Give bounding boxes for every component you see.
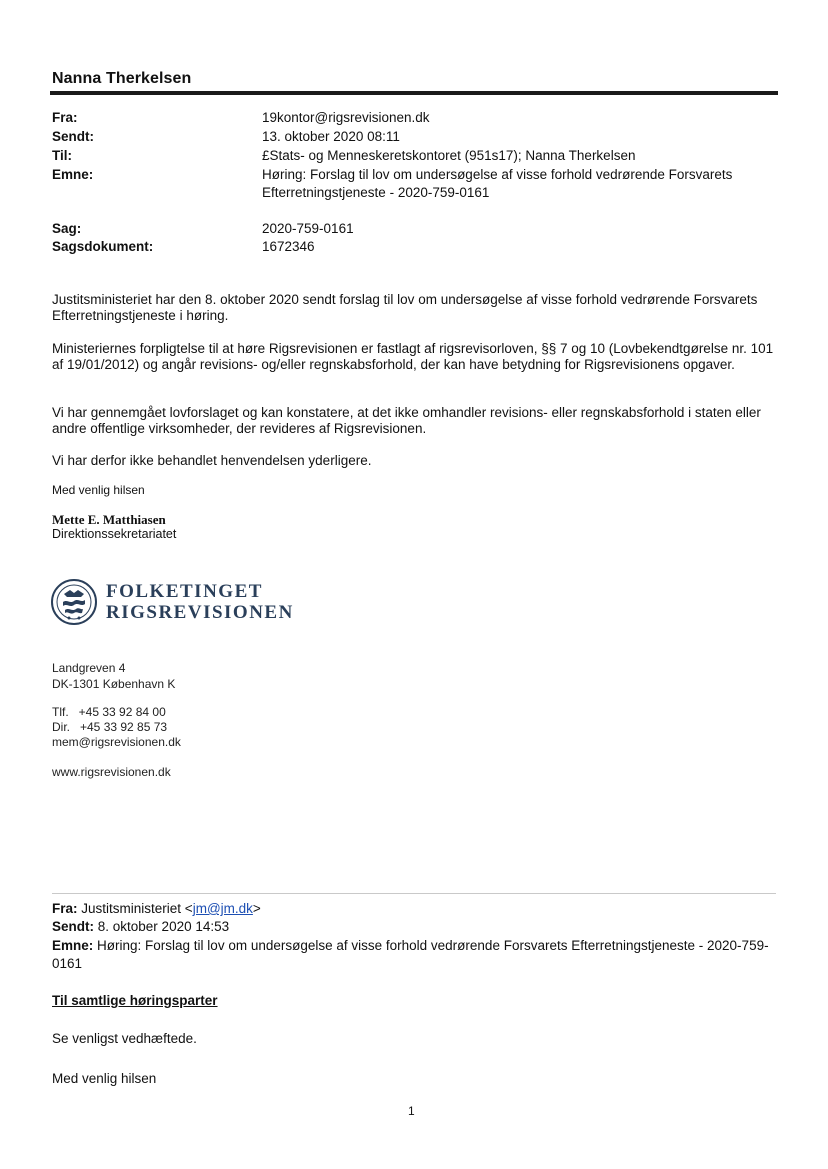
forwarded-from-end: > (252, 901, 261, 916)
case-value: 2020-759-0161 (262, 221, 354, 236)
case-document-value: 1672346 (262, 239, 315, 254)
forwarded-from-line (52, 900, 776, 918)
forwarded-body-text: Se venligst vedhæftede. (52, 1031, 197, 1046)
forwarded-from-name: Justitsministeriet < (81, 901, 193, 916)
forwarded-subject-label: Emne: (52, 938, 94, 953)
forwarded-sent-line (52, 918, 776, 936)
forward-separator (52, 893, 776, 894)
sent-value: 13. oktober 2020 08:11 (262, 129, 400, 144)
to-label: Til: (52, 148, 72, 163)
email-owner-name: Nanna Therkelsen (52, 70, 192, 87)
contact-email[interactable]: mem@rigsrevisionen.dk (52, 735, 181, 749)
body-paragraph-4: Vi har derfor ikke behandlet henvendelsen yderligere. (52, 453, 372, 468)
forwarded-subject-line (52, 937, 776, 973)
sent-label: Sendt: (52, 129, 94, 144)
closing-text: Med venlig hilsen (52, 483, 145, 497)
body-paragraph-3: Vi har gennemgået lovforslaget og kan konstatere, at det ikke omhandler revisions- eller regnskabsforhold i staten eller andre offentlige virksomheder, der revideres af Rigsrevisionen. (52, 405, 761, 436)
forwarded-recipients-heading: Til samtlige høringsparter (52, 993, 218, 1008)
header-divider (50, 91, 778, 95)
body-paragraph-1: Justitsministeriet har den 8. oktober 2020 sendt forslag til lov om undersøgelse af visse forhold vedrørende Forsvarets Efterretningstjeneste i høring. (52, 292, 758, 323)
forwarded-from-email-link[interactable]: jm@jm.dk (192, 901, 253, 916)
to-value: £Stats- og Menneskeretskontoret (951s17); Nanna Therkelsen (262, 148, 636, 163)
subject-label: Emne: (52, 167, 94, 182)
page-number: 1 (408, 1104, 415, 1118)
forwarded-subject-value: Høring: Forslag til lov om undersøgelse af visse forhold vedrørende Forsvarets Efterretningstjeneste - 2020-759-0161 (52, 938, 769, 971)
logo-line-rigsrevisionen: RIGSREVISIONEN (106, 602, 294, 623)
forwarded-closing: Med venlig hilsen (52, 1071, 157, 1086)
direct-number: Dir. +45 33 92 85 73 (52, 720, 168, 734)
forwarded-sent-value: 8. oktober 2020 14:53 (97, 919, 230, 934)
address-street: Landgreven 4 (52, 661, 126, 675)
subject-value: Høring: Forslag til lov om undersøgelse af visse forhold vedrørende Forsvarets Efterretningstjeneste - 2020-759-0161 (262, 167, 733, 200)
signature-department: Direktionssekretariatet (52, 527, 177, 541)
from-value: 19kontor@rigsrevisionen.dk (262, 110, 430, 125)
forwarded-sent-label: Sendt: (52, 919, 94, 934)
signature-name: Mette E. Matthiasen (52, 512, 166, 527)
forwarded-from-label: Fra: (52, 901, 78, 916)
address-city: DK-1301 København K (52, 677, 176, 691)
case-document-label: Sagsdokument: (52, 239, 154, 254)
body-paragraph-2: Ministeriernes forpligtelse til at høre Rigsrevisionen er fastlagt af rigsrevisorloven, §§ 7 og 10 (Lovbekendtgørelse nr. 101 af 19/01/2012) og angår revisions- og/eller regnskabsforhold, der kan have betydning for Rigsrevisionens opgaver. (52, 341, 774, 372)
from-label: Fra: (52, 110, 78, 125)
royal-crest-icon (50, 578, 98, 626)
case-label: Sag: (52, 221, 82, 236)
phone-number: Tlf. +45 33 92 84 00 (52, 705, 166, 719)
website-link[interactable]: www.rigsrevisionen.dk (52, 765, 171, 779)
logo-line-folketinget: FOLKETINGET (106, 581, 263, 602)
